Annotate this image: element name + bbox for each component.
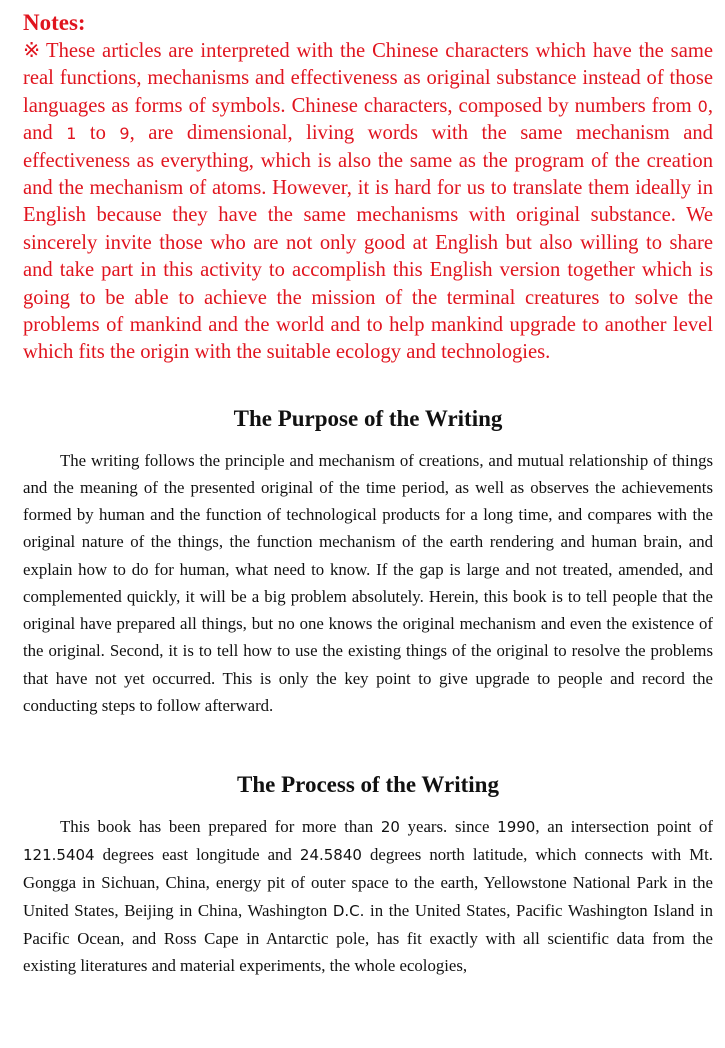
notes-body	[23, 38, 713, 367]
process-text: This book has been prepared for more than	[60, 816, 381, 836]
process-number: 121.5404	[23, 846, 95, 865]
notes-text: to	[76, 122, 120, 145]
process-text: , an intersection point of	[535, 816, 714, 836]
process-number: 24.5840	[299, 846, 362, 865]
process-paragraph	[23, 813, 713, 979]
notes-number: 1	[66, 124, 77, 144]
notes-number: 0	[697, 96, 708, 116]
purpose-paragraph: The writing follows the principle and mechanism of creations, and mutual relationship of things and the meaning of the presented original of the time period, as well as observes the achievements formed by human and the function of technological products for a long time, and compares with the original nature of the things, the function mechanism of the earth rendering and human brain, and explain how to do for human, what need to know. If the gap is large and not treated, amended, and complemented quickly, it will be a big problem absolutely. Herein, this book is to tell people that the original have prepared all things, but no one knows the original mechanism and even the existence of the original. Second, it is to tell how to use the existing things of the original to resolve the problems that have not yet occurred. This is only the key point to give upgrade to people and record the conducting steps to follow afterward.	[23, 450, 713, 715]
notes-text: , are dimensional, living words with the same mechanism and effectiveness as everything, which is also the same as the program of the creation and the mechanism of atoms. However, it is hard for us to translate them ideally in English because they have the same mechanisms with original substance. We sincerely invite those who are not only good at English but also willing to share and take part in this activity to accomplish this English version together which is going to be able to achieve the mission of the terminal creatures to solve the problems of mankind and the world and to help mankind upgrade to another level which fits the origin with the suitable ecology and technologies.	[23, 122, 713, 364]
process-number: 1990	[497, 817, 536, 836]
process-text: degrees north latitude, which connects with Mt. Gongga in Sichuan, China, energy pit of outer space to the earth, Yellowstone National Park in the United States, Beijing in China, Washington	[23, 845, 713, 920]
notes-heading: Notes:	[23, 10, 86, 35]
reference-mark-icon: ※	[23, 40, 42, 62]
process-number: 20	[380, 817, 400, 836]
process-text: in the United States, Pacific Washington Island in Pacific Ocean, and Ross Cape in Antarctic pole, has fit exactly with all scientific data from the existing literatures and material experiments, the whole ecologies,	[23, 900, 713, 975]
process-title: The Process of the Writing	[237, 771, 499, 797]
document-page	[23, 0, 713, 979]
process-text: degrees east longitude and	[94, 845, 300, 865]
notes-text: These articles are interpreted with the Chinese characters which have the same real functions, mechanisms and effectiveness as original substance instead of those languages as forms of symbols. Chinese characters, composed by numbers from	[23, 40, 713, 117]
purpose-title: The Purpose of the Writing	[233, 405, 503, 431]
notes-text: , and	[23, 94, 713, 145]
notes-number: 9	[119, 124, 130, 144]
process-text: years. since	[399, 816, 498, 836]
process-abbreviation: D.C.	[332, 901, 365, 920]
